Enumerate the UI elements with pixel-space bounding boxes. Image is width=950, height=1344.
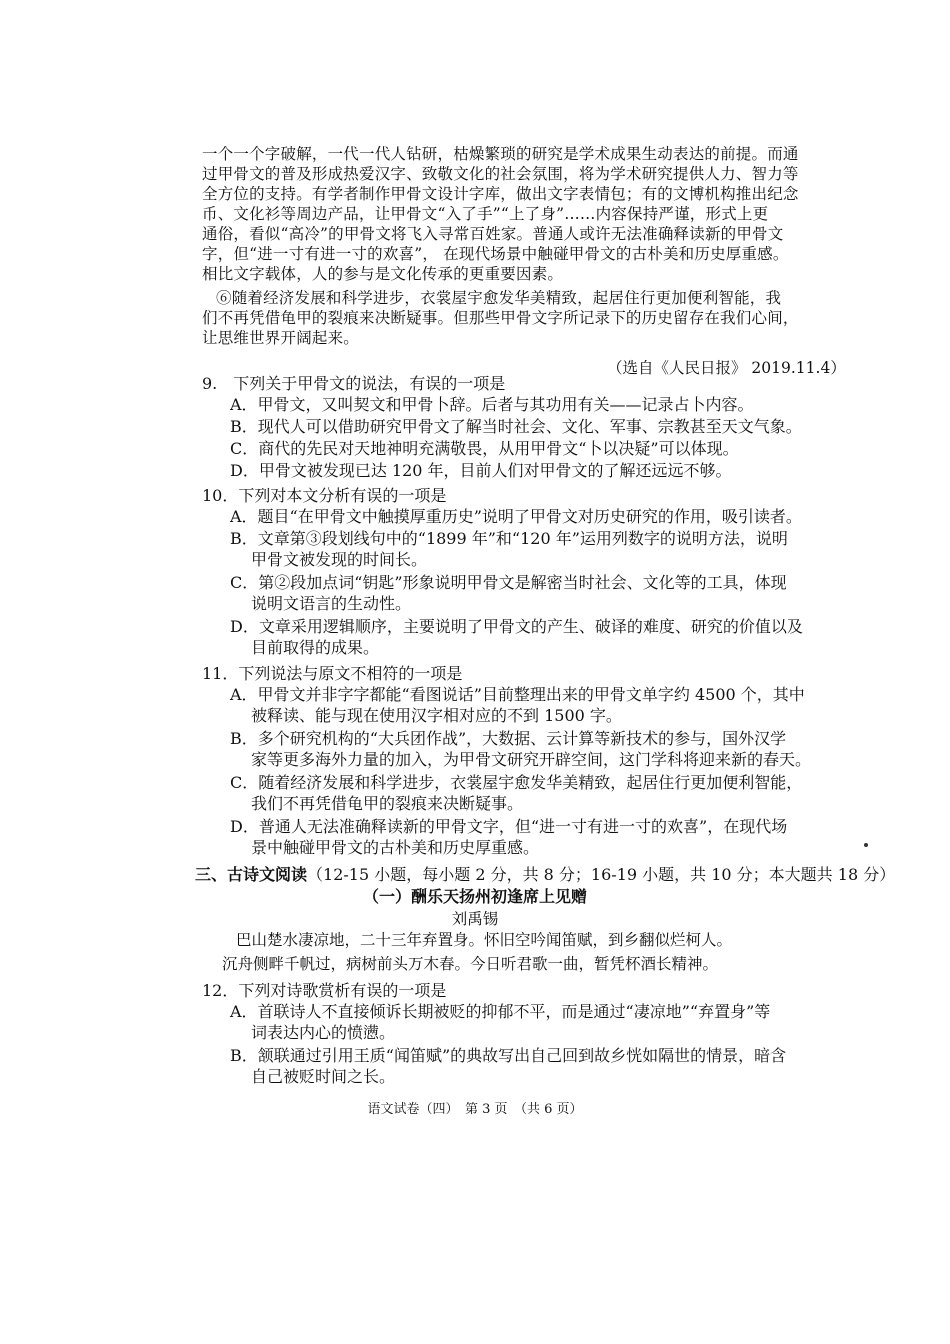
question-9-stem: 9. 下列关于甲骨文的说法，有误的一项是 [202, 374, 506, 393]
option-line: C．随着经济发展和科学进步，衣裳屋宇愈发华美精致，起居住行更加便利智能， [230, 773, 803, 792]
option-line: A．首联诗人不直接倾诉长期被贬的抑郁不平，而是通过“凄凉地”“弃置身”等 [230, 1002, 771, 1021]
poem-line-1: 巴山楚水凄凉地，二十三年弃置身。怀旧空吟闻笛赋，到乡翻似烂柯人。 [236, 931, 733, 949]
option-line: A．题目“在甲骨文中触摸厚重历史”说明了甲骨文对历史研究的作用，吸引读者。 [230, 507, 802, 526]
question-12-option-a [230, 1001, 810, 1043]
page-footer: 语文试卷（四） 第 3 页 （共 6 页） [367, 1102, 583, 1117]
poem-author: 刘禹锡 [451, 910, 499, 928]
question-12-stem: 12．下列对诗歌赏析有误的一项是 [202, 981, 447, 1000]
section-3-label: 三、古诗文阅读 [195, 865, 308, 884]
question-10-option-b [230, 528, 810, 570]
text-line: 字，但“进一寸有进一寸的欢喜”， 在现代场景中触碰甲骨文的古朴美和历史厚重感。 [202, 245, 789, 263]
question-11-option-d [230, 816, 810, 858]
text-line: 通俗，看似“高冷”的甲骨文将飞入寻常百姓家。普通人或许无法准确释读新的甲骨文 [202, 225, 784, 243]
text-line: 相比文字载体，人的参与是文化传承的更重要因素。 [202, 265, 564, 283]
poem-title: （一）酬乐天扬州初逢席上见赠 [362, 887, 587, 906]
option-line: C．第②段加点词“钥匙”形象说明甲骨文是解密当时社会、文化等的工具，体现 [230, 573, 787, 592]
question-11-stem: 11．下列说法与原文不相符的一项是 [202, 664, 463, 683]
passage-paragraph-6 [202, 288, 816, 348]
option-line: C．商代的先民对天地神明充满敬畏，从用甲骨文“卜以决疑”可以体现。 [230, 439, 739, 458]
option-line: D．文章采用逻辑顺序，主要说明了甲骨文的产生、破译的难度、研究的价值以及 [230, 617, 803, 636]
option-line: 景中触碰甲骨文的古朴美和历史厚重感。 [251, 838, 540, 857]
text-line: 过甲骨文的普及形成热爱汉字、致敬文化的社会氛围，将为学术研究提供人力、智力等 [202, 165, 799, 183]
option-line: 甲骨文被发现的时间长。 [251, 550, 428, 569]
option-line: B．现代人可以借助研究甲骨文了解当时社会、文化、军事、宗教甚至天文气象。 [230, 417, 802, 436]
option-line: 目前取得的成果。 [251, 638, 380, 657]
option-line: 词表达内心的愤懑。 [251, 1023, 396, 1042]
source-citation: （选自《人民日报》 2019.11.4） [607, 359, 846, 377]
option-line: D．甲骨文被发现已达 120 年，目前人们对甲骨文的了解还远远不够。 [230, 461, 732, 480]
question-11-option-a [230, 684, 810, 726]
option-line: 说明文语言的生动性。 [251, 594, 412, 613]
option-line: B．颔联通过引用王质“闻笛赋”的典故写出自己回到故乡恍如隔世的情景，暗含 [230, 1046, 787, 1065]
question-9-option-b [230, 416, 810, 437]
poem-line-2: 沉舟侧畔千帆过，病树前头万木春。今日听君歌一曲，暂凭杯酒长精神。 [222, 955, 719, 973]
option-line: B．文章第③段划线句中的“1899 年”和“120 年”运用列数字的说明方法，说明 [230, 529, 788, 548]
option-line: B．多个研究机构的“大兵团作战”，大数据、云计算等新技术的参与，国外汉学 [230, 729, 787, 748]
question-9-option-a [230, 394, 810, 415]
text-line: 一个一个字破解，一代一代人钻研，枯燥繁琐的研究是学术成果生动表达的前提。而通 [202, 145, 799, 163]
question-9-option-d [230, 460, 810, 481]
question-9-option-c [230, 438, 810, 459]
passage-paragraph-5 [202, 144, 802, 284]
text-line: 们不再凭借龟甲的裂痕来决断疑事。但那些甲骨文字所记录下的历史留存在我们心间， [202, 309, 799, 327]
option-line: D．普通人无法准确释读新的甲骨文字，但“进一寸有进一寸的欢喜”，在现代场 [230, 817, 788, 836]
option-line: 自己被贬时间之长。 [251, 1067, 396, 1086]
option-line: 我们不再凭借龟甲的裂痕来决断疑事。 [251, 794, 524, 813]
option-line: A．甲骨文并非字字都能“看图说话”目前整理出来的甲骨文单字约 4500 个，其中 [230, 685, 805, 704]
question-12-option-b [230, 1045, 810, 1087]
question-10-stem: 10．下列对本文分析有误的一项是 [202, 486, 447, 505]
question-11-option-b [230, 728, 810, 770]
scan-speck [864, 843, 868, 847]
question-10-option-c [230, 572, 810, 614]
text-line: 全方位的支持。有学者制作甲骨文设计字库，做出文字表情包；有的文博机构推出纪念 [202, 185, 799, 203]
text-line: ⑥随着经济发展和科学进步，衣裳屋宇愈发华美精致，起居住行更加便利智能，我 [216, 289, 782, 307]
question-10-option-d [230, 616, 810, 658]
option-line: 被释读、能与现在使用汉字相对应的不到 1500 字。 [251, 706, 622, 725]
option-line: 家等更多海外力量的加入，为甲骨文研究开辟空间，这门学科将迎来新的春天。 [251, 750, 812, 769]
question-10-option-a [230, 506, 810, 527]
text-line: 币、文化衫等周边产品，让甲骨文“入了手”“上了身”……内容保持严谨，形式上更 [202, 205, 769, 223]
option-line: A．甲骨文，又叫契文和甲骨卜辞。后者与其功用有关——记录占卜内容。 [230, 395, 754, 414]
section-3-description: （12-15 小题，每小题 2 分，共 8 分；16-19 小题，共 10 分；本大题共 18 分） [307, 865, 896, 884]
question-11-option-c [230, 772, 810, 814]
section-3-heading [195, 862, 895, 885]
text-line: 让思维世界开阔起来。 [202, 329, 360, 347]
